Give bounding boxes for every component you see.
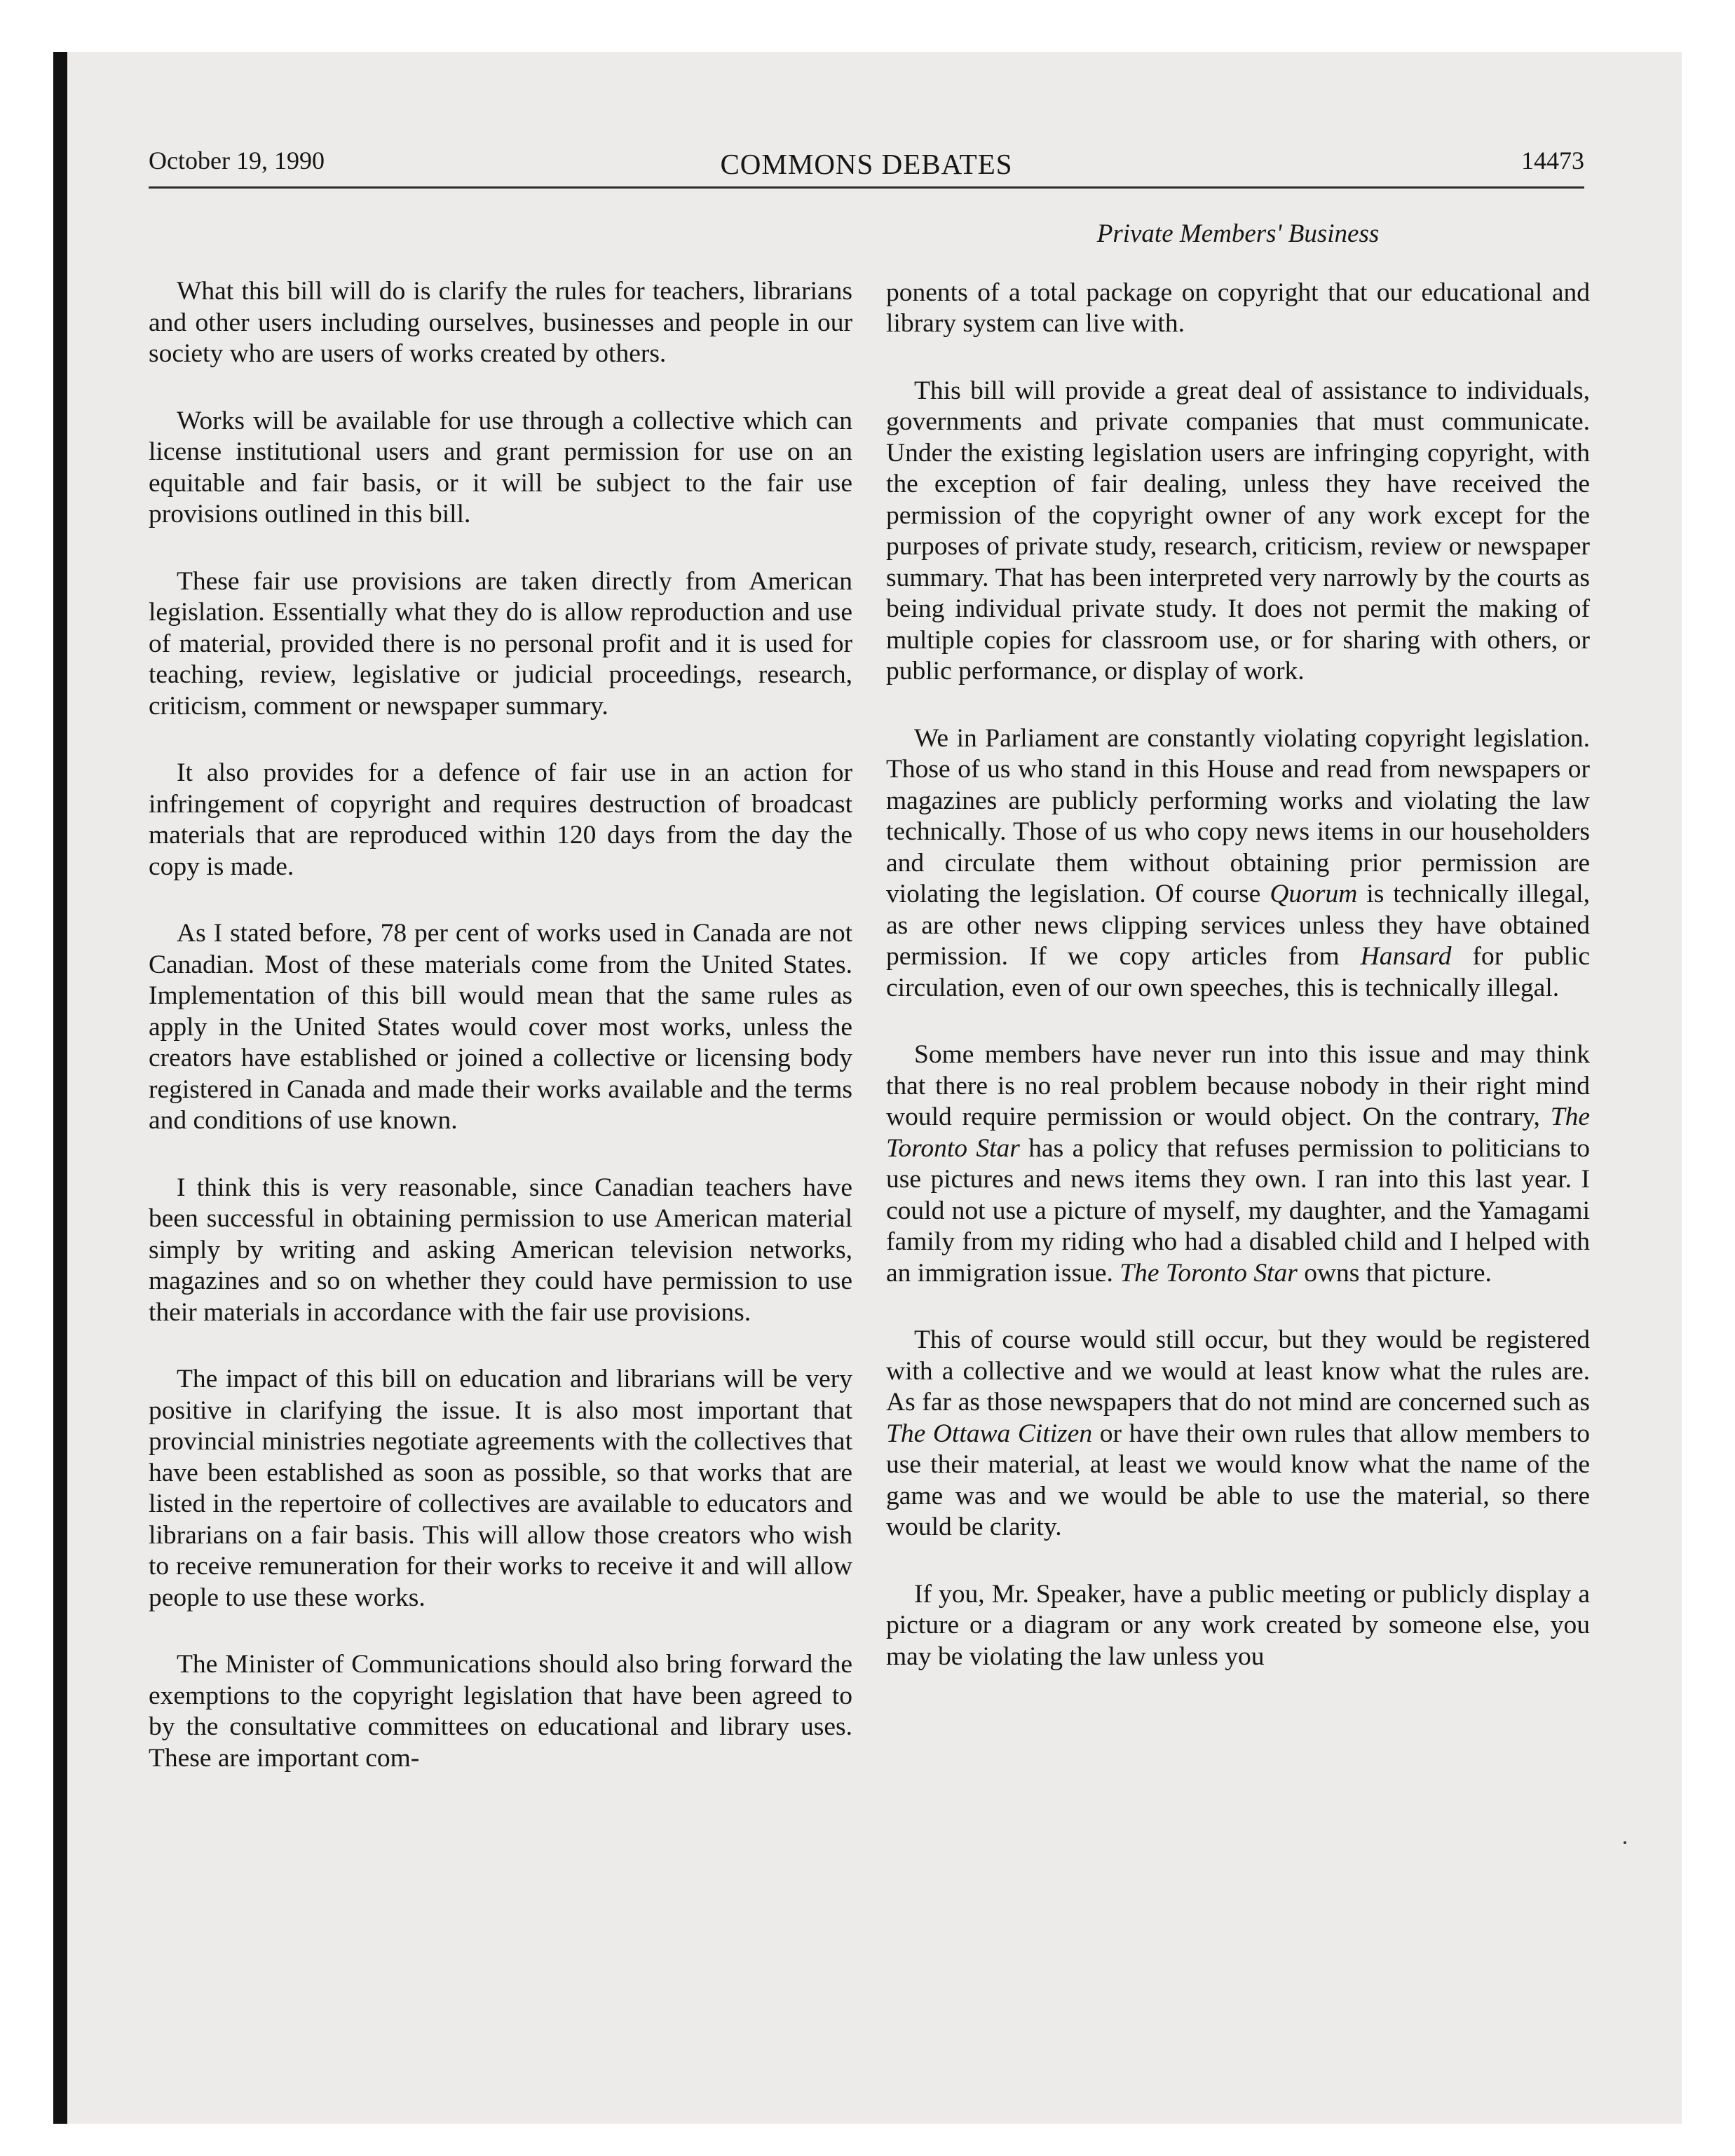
scan-speck: [1624, 1841, 1626, 1844]
paragraph: These fair use provisions are taken directly from American legislation. Essentially what they do is allow reproduction and use of material, provided there is no personal profit and it is used for teaching, review, legislative or judicial proceedings, research, criticism, comment or newspaper summary.: [149, 566, 852, 721]
text-run: or have their own rules that allow members to use their material, at least we would know what the name of the game was and we would be able to use the material, so there would be clarity.: [886, 1419, 1590, 1541]
text-run: We in Parliament are constantly violating copyright legislation. Those of us who stand in this House and read from newspapers or magazines are publicly performing works and violating the law technically. Those of us who copy news items in our householders and circulate them without obtaining prior permission are violating the legislation. Of course: [886, 723, 1590, 908]
right-column: [886, 219, 1590, 1708]
publication-name: The Toronto Star: [1120, 1258, 1298, 1288]
paragraph: I think this is very reasonable, since Canadian teachers have been successful in obtaining permission to use American material simply by writing and asking American television networks, magazines and so on whether they could have permission to use their materials in accordance with the fair use provisions.: [149, 1173, 852, 1327]
header-date: October 19, 1990: [149, 146, 325, 175]
publication-title: COMMONS DEBATES: [720, 148, 1013, 180]
paragraph: ponents of a total package on copyright that our educational and library system can live with.: [886, 278, 1590, 338]
paragraph: [886, 1039, 1590, 1289]
publication-name: Quorum: [1270, 880, 1358, 908]
text-run: Some members have never run into this issue and may think that there is no real problem because nobody in their right mind would require permission or would object. On the contrary,: [886, 1040, 1590, 1131]
page-header: [149, 140, 1584, 189]
text-run: This of course would still occur, but they would be registered with a collective and we would at least know what the rules are. As far as those newspapers that do not mind are concerned such as: [886, 1325, 1590, 1417]
paragraph: If you, Mr. Speaker, have a public meeting or publicly display a picture or a diagram or any work created by someone else, you may be violating the law unless you: [886, 1579, 1590, 1671]
paragraph: What this bill will do is clarify the rules for teachers, librarians and other users including ourselves, businesses and people in our society who are users of works created by others.: [149, 277, 852, 368]
text-run: has a policy that refuses permission to politicians to use pictures and news items they own. I ran into this last year. I could not use a picture of myself, my daughter, and the Yamagami family from my riding who had a disabled child and I helped with an immigration issue.: [886, 1133, 1591, 1288]
left-column: [149, 276, 852, 1810]
hansard-page: [149, 140, 1591, 1773]
text-run: for public circulation, even of our own speeches, this is technically illegal.: [886, 942, 1590, 1002]
page-number: 14473: [1521, 146, 1584, 175]
section-heading: Private Members' Business: [1096, 219, 1380, 248]
publication-name: The Toronto Star: [886, 1103, 1590, 1163]
text-run: is technically illegal, as are other news clipping services unless they have obtained permission. If we copy articles from: [886, 880, 1591, 971]
paragraph: [886, 1325, 1590, 1543]
paragraph: It also provides for a defence of fair use in an action for infringement of copyright and requires destruction of broadcast materials that are reproduced within 120 days from the day the copy is made.: [149, 758, 852, 881]
publication-name: Hansard: [1360, 942, 1452, 971]
text-run: owns that picture.: [1297, 1258, 1492, 1288]
paragraph: [886, 723, 1590, 1004]
paragraph: This bill will provide a great deal of assistance to individuals, governments and private companies that must communicate. Under the existing legislation users are infringing copyright, with the exception of fair dealing, unless they have received the permission of the copyright owner of any work except for the purposes of private study, research, criticism, review or newspaper summary. That has been interpreted very narrowly by the courts as being individual private study. It does not permit the making of multiple copies for classroom use, or for sharing with others, or public performance, or display of work.: [886, 376, 1590, 685]
publication-name: The Ottawa Citizen: [886, 1419, 1093, 1448]
paragraph: As I stated before, 78 per cent of works used in Canada are not Canadian. Most of these materials come from the United States. Implementation of this bill would mean that the same rules as apply in the United States would cover most works, unless the creators have established or joined a collective or licensing body registered in Canada and made their works available and the terms and conditions of use known.: [149, 919, 852, 1135]
paragraph: The Minister of Communications should also bring forward the exemptions to the copyright legislation that have been agreed to by the consultative committees on educational and library uses. These are important com-: [149, 1650, 852, 1773]
scan-edge-shadow: [53, 52, 67, 2124]
paragraph: The impact of this bill on education and librarians will be very positive in clarifying the issue. It is also most important that provincial ministries negotiate agreements with the collectives that have been established as soon as possible, so that works that are listed in the repertoire of collectives are available to educators and librarians on a fair basis. This will allow those creators who wish to receive remuneration for their works to receive it and will allow people to use these works.: [149, 1365, 852, 1612]
paragraph: Works will be available for use through a collective which can license institutional users and grant permission for use on an equitable and fair basis, or it will be subject to the fair use provisions outlined in this bill.: [149, 406, 852, 528]
